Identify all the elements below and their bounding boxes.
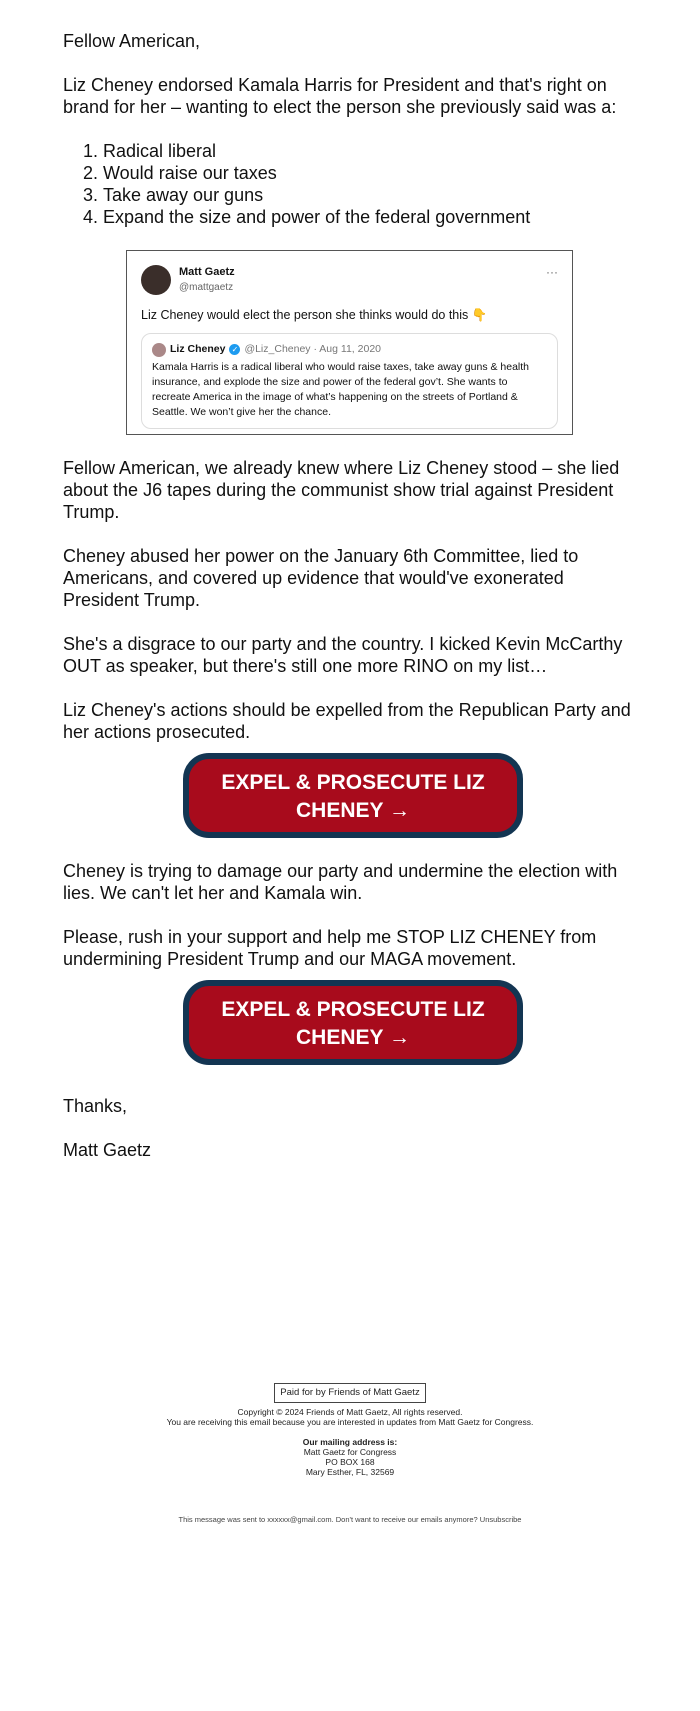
paragraph: Liz Cheney's actions should be expelled from the Republican Party and her actions prosecuted. bbox=[63, 700, 631, 742]
list-item: 3. Take away our guns bbox=[103, 184, 643, 206]
avatar bbox=[141, 265, 171, 295]
paragraph: Fellow American, we already knew where Liz Cheney stood – she lied about the J6 tapes during the communist show trial against President Trump. bbox=[63, 458, 620, 522]
reason: You are receiving this email because you are interested in updates from Matt Gaetz for Congress. bbox=[166, 1417, 534, 1427]
tweet-image bbox=[126, 250, 573, 435]
paragraph: She's a disgrace to our party and the country. I kicked Kevin McCarthy OUT as speaker, but there's still one more RINO on my list… bbox=[63, 634, 623, 676]
paid-for-notice: Paid for by Friends of Matt Gaetz bbox=[274, 1383, 425, 1403]
email-body bbox=[63, 30, 643, 1183]
tweet-text: Liz Cheney would elect the person she thinks would do this 👇 bbox=[141, 308, 488, 322]
list bbox=[63, 140, 643, 228]
tweet-handle: @mattgaetz bbox=[179, 282, 234, 293]
paragraph: Cheney abused her power on the January 6th Committee, lied to Americans, and covered up evidence that would've exonerated President Trump. bbox=[63, 546, 579, 610]
copyright: Copyright © 2024 Friends of Matt Gaetz, All rights reserved. bbox=[237, 1407, 463, 1417]
greeting: Fellow American, bbox=[63, 31, 201, 51]
address-line: PO BOX 168 bbox=[325, 1457, 375, 1467]
unsubscribe-link[interactable]: Unsubscribe bbox=[479, 1515, 522, 1524]
sent-notice: This message was sent to xxxxxx@gmail.com. Don't want to receive our emails anymore? bbox=[178, 1515, 478, 1524]
list-item: 1. Radical liberal bbox=[103, 140, 643, 162]
paragraph: Liz Cheney endorsed Kamala Harris for President and that's right on brand for her – wanting to elect the person she previously said was a: bbox=[63, 75, 617, 117]
expel-prosecute-button[interactable]: EXPEL & PROSECUTE LIZ CHENEY → bbox=[183, 753, 523, 838]
address-line: Mary Esther, FL, 32569 bbox=[305, 1467, 395, 1477]
list-item: 4. Expand the size and power of the federal government bbox=[103, 206, 643, 228]
verified-icon: ✓ bbox=[229, 344, 240, 355]
more-icon: ··· bbox=[546, 265, 558, 279]
signature: Matt Gaetz bbox=[63, 1140, 152, 1160]
quote-handle: @Liz_Cheney · Aug 11, 2020 bbox=[244, 343, 381, 355]
paragraph: Cheney is trying to damage our party and undermine the election with lies. We can't let her and Kamala win. bbox=[63, 861, 618, 903]
sign-off: Thanks, bbox=[63, 1096, 128, 1116]
list-item: 2. Would raise our taxes bbox=[103, 162, 643, 184]
address-line: Matt Gaetz for Congress bbox=[303, 1447, 397, 1457]
tweet-author: Matt Gaetz bbox=[179, 266, 235, 278]
quote-text: Kamala Harris is a radical liberal who would raise taxes, take away guns & health insurance, and explode the size and power of the federal gov’t. She wants to recreate America in the image of what’s happening on the streets of Portland & Seattle. We won’t give her the chance. bbox=[152, 361, 530, 418]
avatar bbox=[152, 343, 166, 357]
mailing-label: Our mailing address is: bbox=[302, 1437, 398, 1447]
expel-prosecute-button-2[interactable]: EXPEL & PROSECUTE LIZ CHENEY → bbox=[183, 980, 523, 1065]
paragraph: Please, rush in your support and help me STOP LIZ CHENEY from undermining President Trump and our MAGA movement. bbox=[63, 927, 597, 969]
footer bbox=[0, 1383, 700, 1525]
quote-author: Liz Cheney bbox=[170, 343, 226, 355]
quoted-tweet bbox=[141, 333, 558, 429]
